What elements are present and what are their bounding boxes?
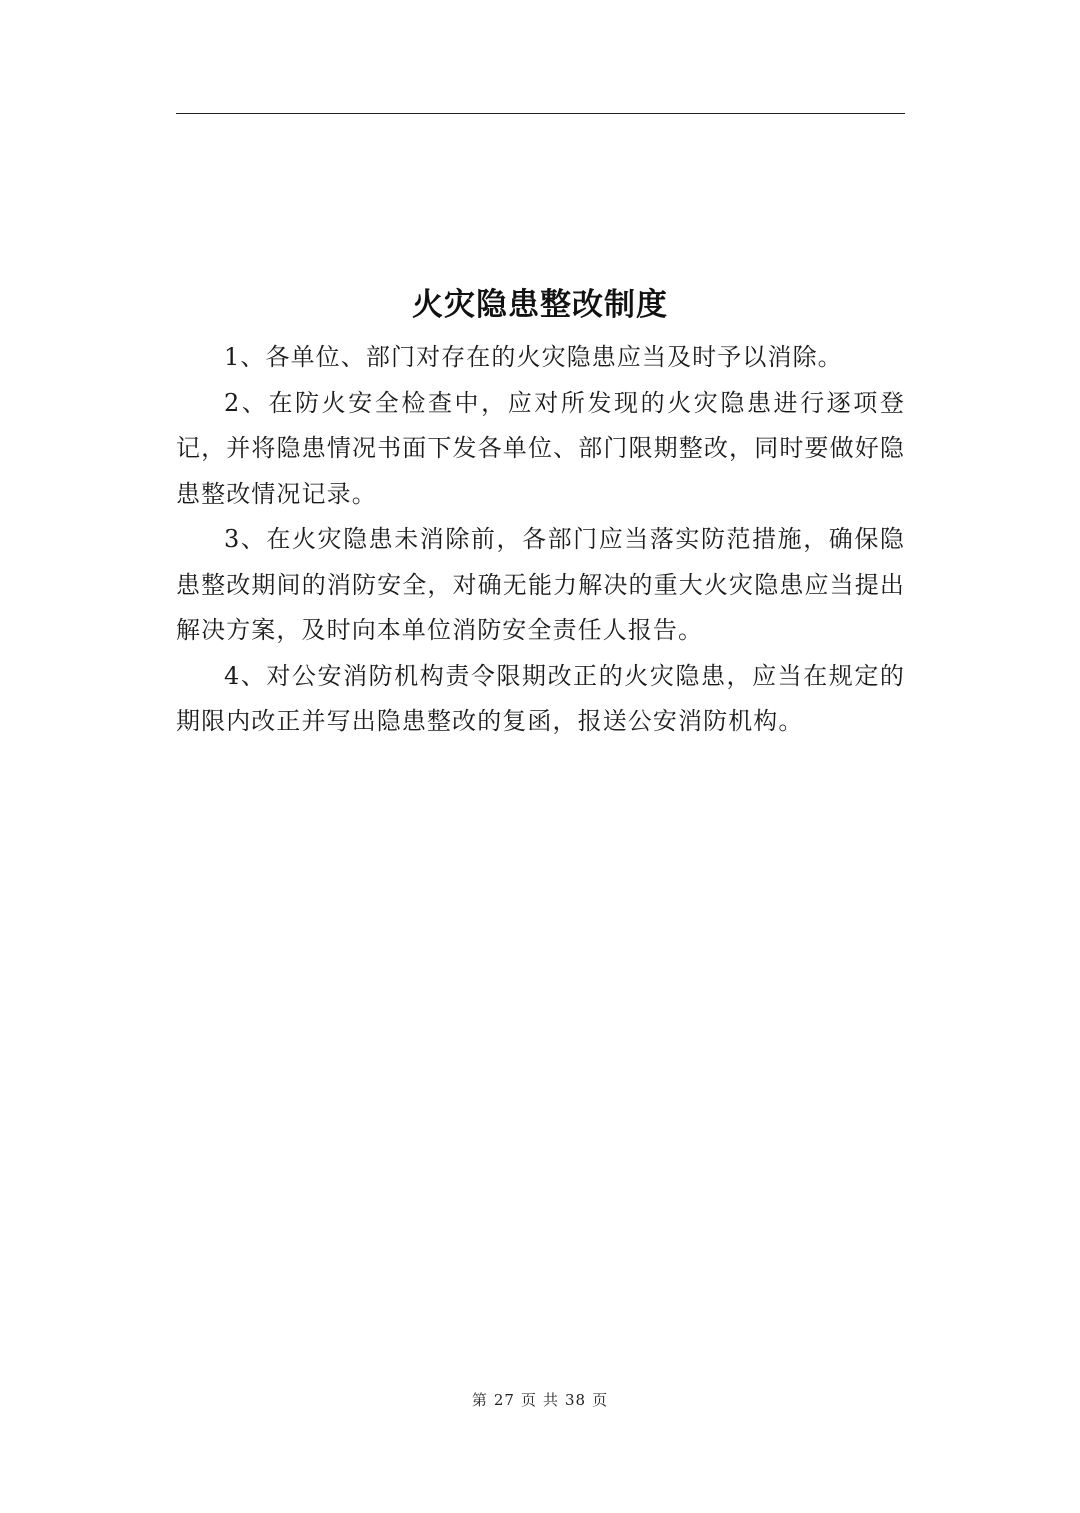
document-title: 火灾隐患整改制度 <box>412 286 668 323</box>
page-label: 第 <box>471 1391 488 1409</box>
total-pages-number: 38 <box>565 1391 587 1409</box>
paragraph-3: 3、在火灾隐患未消除前，各部门应当落实防范措施，确保隐患整改期间的消防安全，对确无能力解决的重大火灾隐患应当提出解决方案，及时向本单位消防安全责任人报告。 <box>176 525 905 644</box>
paragraph-4: 4、对公安消防机构责令限期改正的火灾隐患，应当在规定的期限内改正并写出隐患整改的复函，报送公安消防机构。 <box>176 661 905 735</box>
paragraph-2: 2、在防火安全检查中，应对所发现的火灾隐患进行逐项登记，并将隐患情况书面下发各单位、部门限期整改，同时要做好隐患整改情况记录。 <box>176 388 905 508</box>
document-body <box>176 335 905 745</box>
page-footer <box>0 1389 1080 1411</box>
total-label: 共 <box>543 1391 560 1409</box>
total-unit: 页 <box>592 1391 609 1409</box>
paragraph-1: 1、各单位、部门对存在的火灾隐患应当及时予以消除。 <box>224 343 843 371</box>
header-rule <box>176 113 905 114</box>
page-unit: 页 <box>520 1391 537 1409</box>
current-page-number: 27 <box>493 1391 515 1409</box>
